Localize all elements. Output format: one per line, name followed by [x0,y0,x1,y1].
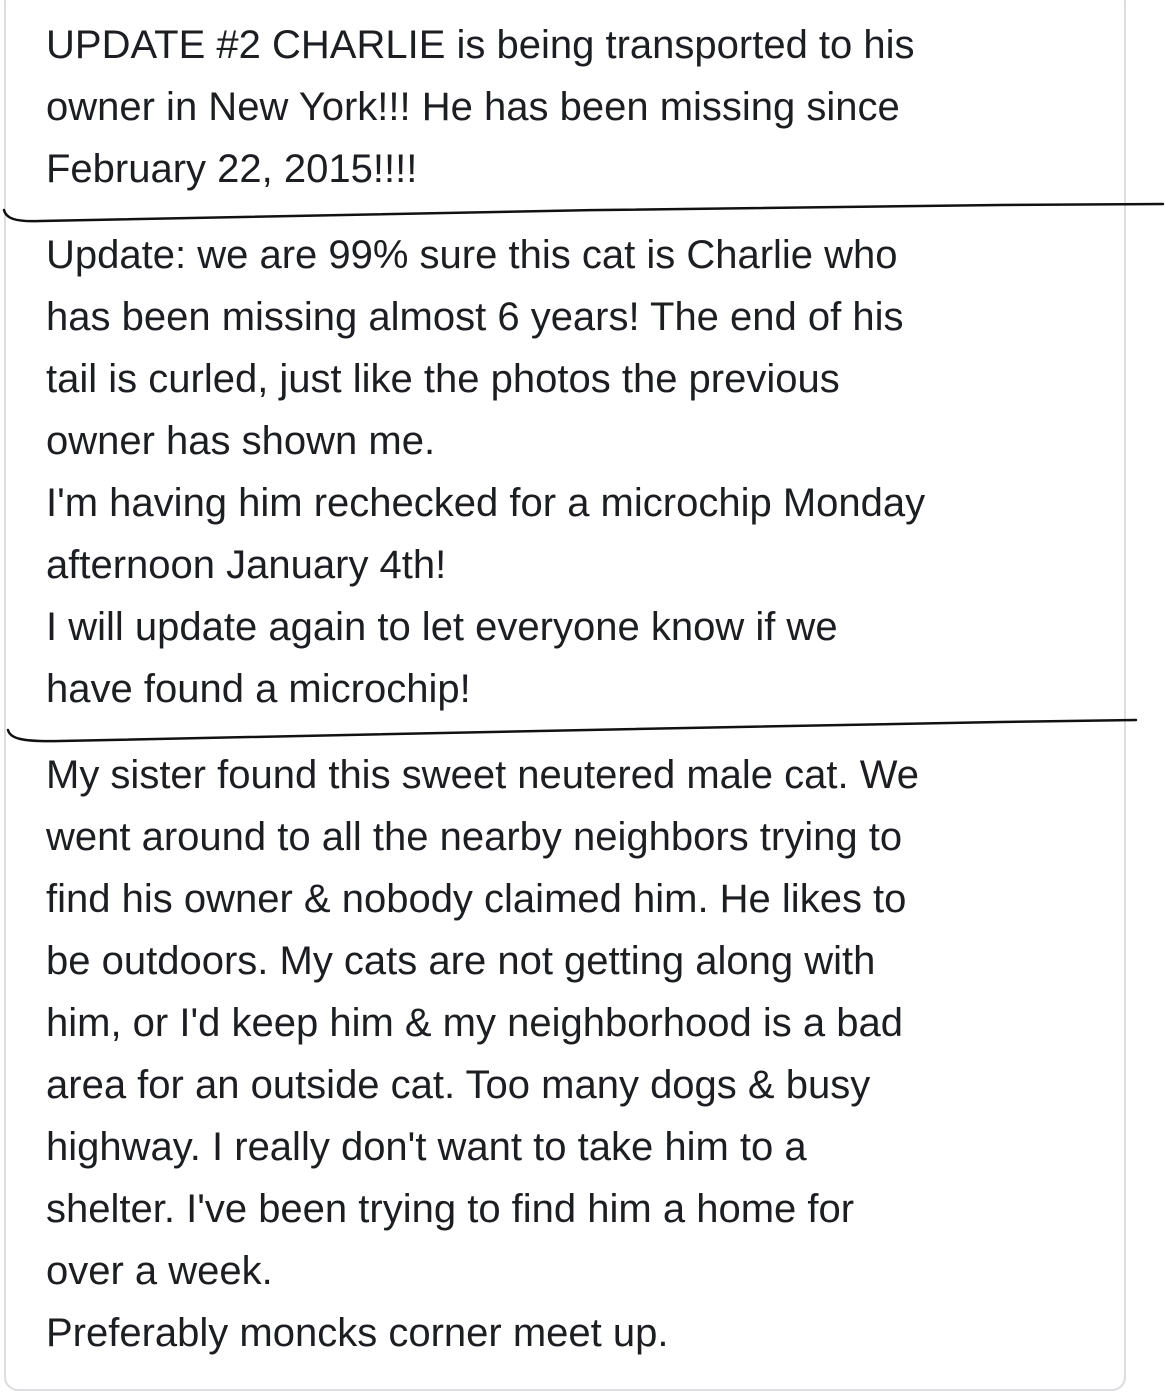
update1-line-5: I'm having him rechecked for a microchip Monday [46,481,926,525]
update2-line-1: UPDATE #2 CHARLIE is being transported to his [46,23,915,67]
update1-line-4: owner has shown me. [46,419,436,463]
original-line-6: area for an outside cat. Too many dogs & busy [46,1063,871,1107]
update1-line-6: afternoon January 4th! [46,543,447,587]
update2-line-3: February 22, 2015!!!! [46,147,418,191]
update2-line-2: owner in New York!!! He has been missing since [46,85,900,129]
original-line-7: highway. I really don't want to take him to a [46,1125,807,1169]
original-line-1: My sister found this sweet neutered male cat. We [46,753,919,797]
update1-line-2: has been missing almost 6 years! The end of his [46,295,904,339]
original-line-10: Preferably moncks corner meet up. [46,1311,669,1355]
original-line-4: be outdoors. My cats are not getting along with [46,939,876,983]
original-line-8: shelter. I've been trying to find him a home for [46,1187,855,1231]
original-line-2: went around to all the nearby neighbors trying to [46,815,903,859]
update1-line-8: have found a microchip! [46,667,471,711]
update1-line-7: I will update again to let everyone know if we [46,605,838,649]
original-line-3: find his owner & nobody claimed him. He likes to [46,877,907,921]
update1-line-1: Update: we are 99% sure this cat is Charlie who [46,233,898,277]
original-line-5: him, or I'd keep him & my neighborhood is a bad [46,1001,903,1045]
post-body [46,14,1126,1364]
original-line-9: over a week. [46,1249,273,1293]
update1-line-3: tail is curled, just like the photos the previous [46,357,840,401]
